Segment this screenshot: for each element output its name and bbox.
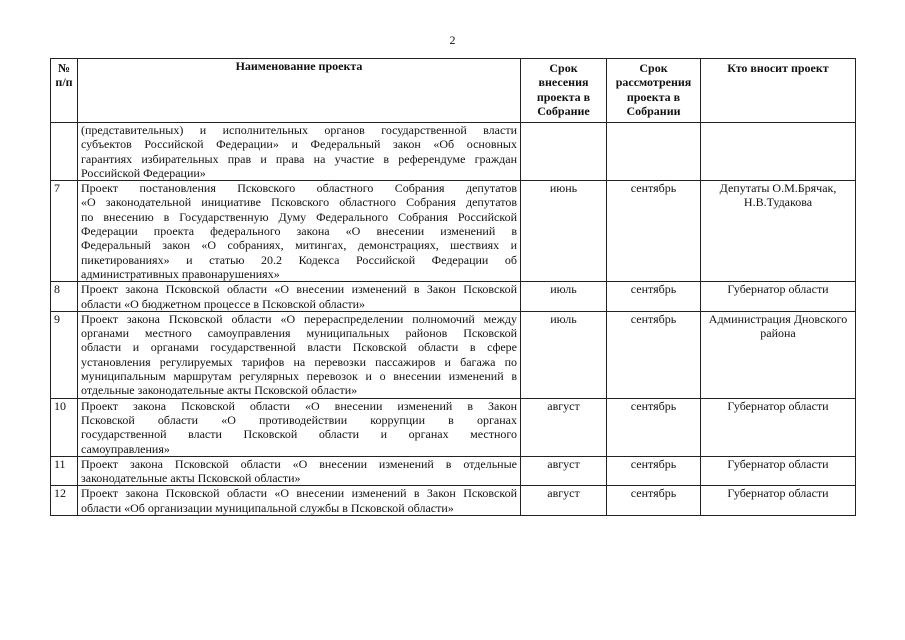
submitted-by-line: Администрация Дновского [708, 311, 848, 326]
project-name-line: Федеральный закон «О собраниях, митингах, демонстрациях, шествиях и [81, 238, 517, 253]
row-number: 12 [51, 486, 78, 516]
project-name-line: муниципальным маршрутам регулярных перевозок и о внесении изменений в [81, 369, 517, 384]
project-name [78, 123, 521, 181]
project-name-line: самоуправления» [81, 441, 170, 456]
project-name-line: Проект закона Псковской области «О перераспределении полномочий между [81, 311, 517, 326]
header-submitted-by [701, 59, 856, 123]
row-number: 11 [51, 456, 78, 486]
project-name-line: «О законодательной инициативе Псковского областного Собрания депутатов [81, 195, 517, 210]
submission-term: июнь [521, 181, 607, 282]
project-name [78, 486, 521, 516]
header-review-line: Собрании [626, 103, 681, 118]
review-term [607, 123, 701, 181]
project-name [78, 311, 521, 398]
submitted-by-line: Губернатор области [727, 456, 829, 471]
table-row [51, 398, 856, 456]
submitted-by [701, 456, 856, 486]
review-term: сентябрь [607, 181, 701, 282]
project-name-line: административных правонарушениях» [81, 266, 280, 281]
project-name-line: Псковской области «О противодействии коррупции в органах [81, 412, 517, 427]
submitted-by-line: Н.В.Тудакова [743, 195, 813, 210]
header-submit-line: проекта в [536, 89, 591, 104]
submitted-by [701, 398, 856, 456]
project-name-line: Проект закона Псковской области «О внесении изменений в Закон Псковской [81, 282, 517, 297]
review-term: сентябрь [607, 311, 701, 398]
project-name [78, 282, 521, 312]
row-number: 9 [51, 311, 78, 398]
project-name-line: Проект постановления Псковского областного Собрания депутатов [81, 181, 517, 196]
project-name-line: Проект закона Псковской области «О внесении изменений в Закон [81, 398, 517, 413]
project-name-line: органами местного самоуправления муниципальных районов Псковской [81, 326, 517, 341]
submitted-by-line: Губернатор области [727, 282, 829, 297]
review-term: сентябрь [607, 456, 701, 486]
project-name-line: субъектов Российской Федерации» и Федеральный закон «Об основных [81, 137, 517, 152]
projects-table [50, 58, 856, 516]
project-name-line: установления регулируемых тарифов на перевозки пассажиров и багажа по [81, 354, 517, 369]
project-name-line: области «О бюджетном процессе в Псковской области» [81, 296, 365, 311]
table-header-row [51, 59, 856, 123]
table-row [51, 486, 856, 516]
header-number-line: № [57, 61, 71, 75]
table-body [51, 123, 856, 516]
project-name-line: по внесению в Государственную Думу Федерального Собрания Российской [81, 209, 517, 224]
header-review-line: рассмотрения [615, 75, 692, 90]
submitted-by-line: района [760, 326, 796, 341]
submission-term: июль [521, 282, 607, 312]
row-number [51, 123, 78, 181]
project-name-line: гарантиях избирательных прав и права на участие в референдуме граждан [81, 151, 517, 166]
submission-term: июль [521, 311, 607, 398]
project-name-line: области «Об организации муниципальной службы в Псковской области» [81, 500, 454, 515]
header-submission-term [521, 59, 607, 123]
row-number: 8 [51, 282, 78, 312]
project-name [78, 181, 521, 282]
project-name-line: пикетированиях» и статью 20.2 Кодекса Российской Федерации об [81, 252, 517, 267]
header-submit-line: Срок [549, 61, 578, 75]
row-number: 7 [51, 181, 78, 282]
submitted-by-line: Губернатор области [727, 398, 829, 413]
project-name-line: Российской Федерации» [81, 165, 206, 180]
header-submit-line: внесения [538, 75, 589, 90]
project-name-line: Проект закона Псковской области «О внесении изменений в Закон Псковской [81, 486, 517, 501]
submitted-by [701, 181, 856, 282]
table-row [51, 311, 856, 398]
header-submit-line: Собрание [537, 103, 590, 118]
submission-term [521, 123, 607, 181]
submission-term: август [521, 486, 607, 516]
project-name-line: (представительных) и исполнительных органов государственной власти [81, 123, 517, 137]
submitted-by [701, 311, 856, 398]
review-term: сентябрь [607, 486, 701, 516]
project-name-line: отдельные законодательные акты Псковской области» [81, 383, 358, 398]
page-number: 2 [449, 33, 456, 47]
header-submitted-by-text: Кто вносит проект [727, 61, 829, 75]
table-row [51, 282, 856, 312]
submission-term: август [521, 398, 607, 456]
header-project-name: Наименование проекта [78, 59, 521, 123]
table-row [51, 123, 856, 181]
project-name-line: государственной власти Псковской области и органах местного [81, 427, 517, 442]
row-number: 10 [51, 398, 78, 456]
header-number [51, 59, 78, 123]
submitted-by [701, 282, 856, 312]
header-review-line: Срок [639, 61, 668, 75]
header-review-term [607, 59, 701, 123]
submitted-by [701, 486, 856, 516]
table-row [51, 456, 856, 486]
project-name-line: законодательные акты Псковской области» [81, 471, 301, 486]
header-review-line: проекта в [626, 89, 681, 104]
submitted-by [701, 123, 856, 181]
table-row [51, 181, 856, 282]
review-term: сентябрь [607, 398, 701, 456]
submitted-by-line: Губернатор области [727, 486, 829, 501]
project-name-line: области и органами государственной власти Псковской области в сфере [81, 340, 517, 355]
submitted-by-line: Депутаты О.М.Брячак, [719, 181, 837, 196]
project-name-line: Проект закона Псковской области «О внесении изменений в отдельные [81, 456, 517, 471]
project-name [78, 456, 521, 486]
review-term: сентябрь [607, 282, 701, 312]
submission-term: август [521, 456, 607, 486]
header-number-line: п/п [55, 75, 73, 90]
project-name [78, 398, 521, 456]
project-name-line: Федерации проекта федерального закона «О внесении изменений в [81, 224, 517, 239]
